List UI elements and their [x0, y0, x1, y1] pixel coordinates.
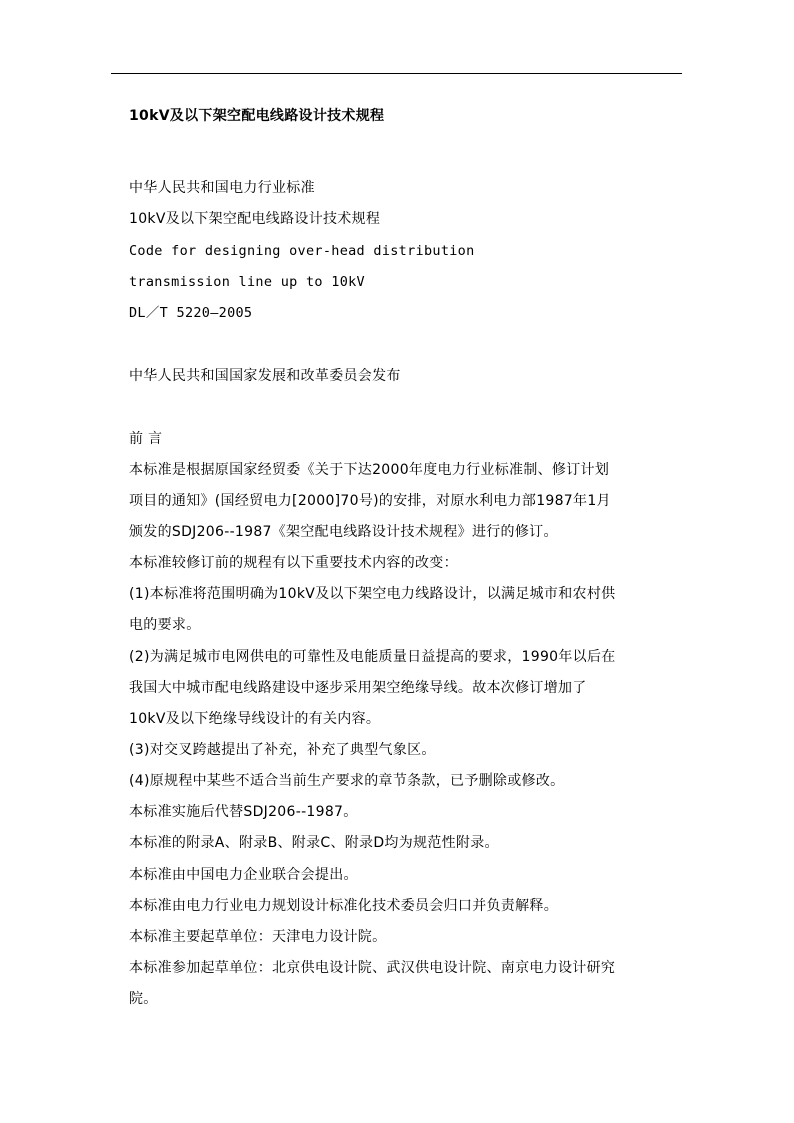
foreword-line: (4)原规程中某些不适合当前生产要求的章节条款，已予删除或修改。: [129, 773, 565, 789]
standard-name-en-line-2: transmission line up to 10kV: [129, 274, 365, 290]
foreword-line: 本标准实施后代替SDJ206--1987。: [129, 804, 358, 820]
foreword-line: 本标准主要起草单位：天津电力设计院。: [129, 929, 387, 945]
header-rule: [111, 73, 682, 74]
foreword-line: 本标准是根据原国家经贸委《关于下达2000年度电力行业标准制、修订计划: [129, 462, 610, 478]
foreword-line: (1)本标准将范围明确为10kV及以下架空电力线路设计，以满足城市和农村供: [129, 586, 616, 602]
foreword-line: 本标准较修订前的规程有以下重要技术内容的改变：: [129, 555, 458, 571]
standard-name-cn: 10kV及以下架空配电线路设计技术规程: [129, 211, 381, 227]
foreword-line: 项目的通知》(国经贸电力[2000]70号)的安排，对原水利电力部1987年1月: [129, 493, 611, 509]
document-title: 10kV及以下架空配电线路设计技术规程: [129, 108, 385, 124]
foreword-line: 本标准由中国电力企业联合会提出。: [129, 867, 358, 883]
foreword-line: (2)为满足城市电网供电的可靠性及电能质量日益提高的要求，1990年以后在: [129, 649, 616, 665]
foreword-line: 本标准参加起草单位：北京供电设计院、武汉供电设计院、南京电力设计研究: [129, 960, 616, 976]
foreword-line: 我国大中城市配电线路建设中逐步采用架空绝缘导线。故本次修订增加了: [129, 680, 587, 696]
foreword-line: 10kV及以下绝缘导线设计的有关内容。: [129, 711, 381, 727]
foreword-line: (3)对交叉跨越提出了补充，补充了典型气象区。: [129, 742, 436, 758]
standard-type: 中华人民共和国电力行业标准: [129, 180, 315, 196]
foreword-line: 院。: [129, 991, 158, 1007]
foreword-line: 本标准的附录A、附录B、附录C、附录D均为规范性附录。: [129, 835, 499, 851]
foreword-line: 电的要求。: [129, 617, 201, 633]
publisher-line: 中华人民共和国国家发展和改革委员会发布: [129, 368, 401, 384]
foreword-line: 本标准由电力行业电力规划设计标准化技术委员会归口并负责解释。: [129, 898, 558, 914]
standard-code: DL／T 5220—2005: [129, 305, 253, 321]
foreword-heading: 前 言: [129, 431, 163, 447]
standard-name-en-line-1: Code for designing over-head distribution: [129, 243, 475, 259]
foreword-line: 颁发的SDJ206--1987《架空配电线路设计技术规程》进行的修订。: [129, 524, 558, 540]
